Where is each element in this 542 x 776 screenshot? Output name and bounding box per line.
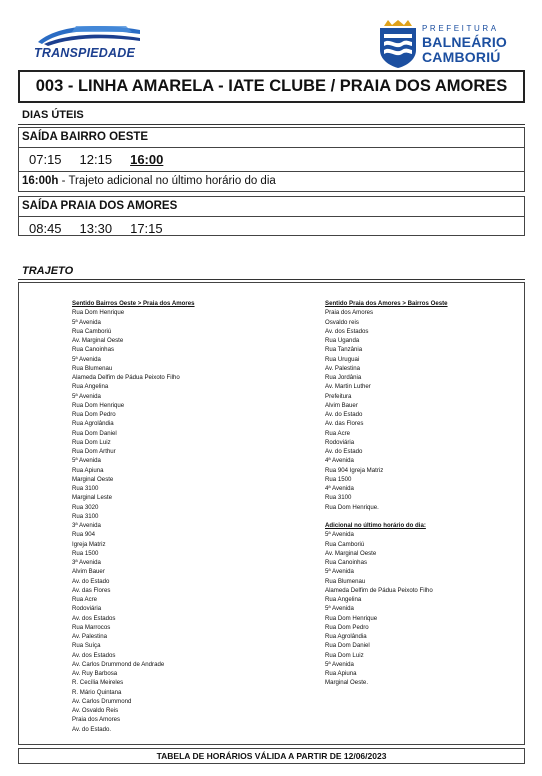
route-stop: 5ª Avenida — [72, 355, 101, 363]
route-stop: Marginal Leste — [72, 494, 112, 502]
days-label: DIAS ÚTEIS — [22, 109, 84, 121]
departure-praia-amores-label: SAÍDA PRAIA DOS AMORES — [19, 197, 524, 217]
route-stop: Praia dos Amores — [325, 309, 374, 317]
transpiedade-logo — [32, 22, 144, 62]
route-stop: Praia dos Amores — [72, 716, 121, 724]
validity-footer: TABELA DE HORÁRIOS VÁLIDA A PARTIR DE 12/06/2023 — [18, 748, 525, 764]
route-stop: Av. Martin Luther — [325, 383, 371, 391]
route-stop: Rua Marrocos — [72, 623, 111, 631]
route-stop: Rua 904 — [72, 531, 96, 539]
route-stop: Rua Dom Henrique. — [325, 503, 379, 511]
prefeitura-label: PREFEITURA — [422, 24, 499, 33]
departure-bairro-oeste-times — [19, 148, 524, 167]
route-stop: Rua Uganda — [325, 337, 360, 344]
route-stop: Av. Palestina — [325, 364, 361, 372]
prefeitura-logo — [376, 20, 526, 68]
city-name-line2: CAMBORIÚ — [422, 49, 501, 65]
route-stop: Alameda Delfim de Pádua Peixoto Filho — [325, 586, 433, 594]
route-stop: R. Mário Quintana — [72, 688, 122, 696]
route-stop: Rua Dom Henrique — [72, 309, 125, 317]
route-stop: Rua 1500 — [72, 549, 99, 557]
route-stop: Av. das Flores — [325, 420, 364, 428]
route-stop: 5ª Avenida — [325, 531, 354, 539]
route-stop: Rua Jordânia — [325, 374, 362, 381]
transpiedade-wordmark: TRANSPIEDADE — [34, 46, 136, 60]
route-stop: Av. Carlos Drummond de Andrade — [72, 660, 165, 668]
departure-praia-amores-times — [19, 217, 524, 236]
note-time: 16:00h — [22, 175, 59, 187]
route-stop: Av. Marginal Oeste — [72, 337, 124, 344]
note-text: - Trajeto adicional no último horário do dia — [58, 175, 276, 187]
route-stop: Av. das Flores — [72, 586, 111, 594]
route-stop: Rua Blumenau — [325, 577, 366, 585]
route-stop: Rua Angelina — [72, 383, 109, 391]
route-stop: Rua Dom Pedro — [325, 623, 369, 631]
route-stop: Av. Ruy Barbosa — [72, 670, 118, 677]
time-item: 07:15 — [29, 152, 62, 167]
time-item-highlight: 16:00 — [130, 152, 164, 167]
line-title: 003 - LINHA AMARELA - IATE CLUBE / PRAIA DOS AMORES — [35, 77, 508, 95]
route-stop: Rua Uruguai — [325, 355, 360, 363]
route-stop: Rua 3100 — [325, 494, 352, 502]
route-stop: Rua Canoinhas — [72, 346, 115, 354]
route-stop: 3ª Avenida — [72, 522, 101, 529]
route-stop: Rua Dom Pedro — [72, 411, 116, 418]
route-stop: Av. Palestina — [72, 633, 108, 640]
route-right-column — [325, 299, 448, 688]
route-stop: Marginal Oeste. — [325, 679, 369, 687]
route-stop: Av. dos Estados — [72, 614, 116, 622]
route-stop: Rua Agrolândia — [325, 633, 367, 640]
route-stop: Rua Camboriú — [72, 327, 112, 335]
route-stop: Av. do Estado — [72, 577, 110, 585]
route-stop: 5ª Avenida — [72, 392, 101, 400]
route-stop: Rodoviária — [72, 605, 102, 613]
route-stop: Av. do Estado — [325, 411, 363, 418]
route-stop: Rua Dom Luiz — [72, 438, 111, 446]
route-stop: R. Cecília Meireles — [72, 679, 124, 687]
route-stop: Rua Dom Luiz — [325, 651, 364, 659]
route-stop: Av. Marginal Oeste — [325, 549, 377, 557]
line-title-box — [18, 70, 525, 103]
route-stop: 4ª Avenida — [325, 457, 354, 465]
route-stop: Rua Apiuna — [325, 670, 357, 677]
route-stop: Rua Suíça — [72, 642, 101, 650]
route-stop: 5ª Avenida — [325, 605, 354, 613]
route-stop: Rua Camboriú — [325, 540, 365, 548]
route-stop: Rua Acre — [325, 429, 351, 437]
route-stop: Rua 3020 — [72, 503, 99, 511]
route-stop: Rodoviária — [325, 438, 355, 446]
route-stop: Prefeitura — [325, 392, 352, 400]
route-stop: Igreja Matriz — [72, 540, 106, 548]
route-stop: Alvim Bauer — [72, 568, 105, 576]
route-stop: Alvim Bauer — [325, 401, 358, 409]
route-stop: Rua 3100 — [72, 512, 99, 520]
route-stop: Rua Dom Daniel — [72, 429, 117, 437]
route-stop: Rua Dom Henrique — [72, 401, 125, 409]
additional-route-heading: Adicional no último horário do dia: — [325, 522, 426, 529]
route-stop: Av. dos Estados — [72, 651, 116, 659]
time-item: 12:15 — [79, 152, 113, 167]
route-stop: 5ª Avenida — [325, 660, 354, 668]
route-stop: Av. Carlos Drummond — [72, 697, 132, 705]
city-crest-icon — [376, 20, 420, 68]
divider — [18, 279, 525, 280]
departure-bairro-oeste-box — [18, 127, 525, 192]
route-stop: Alameda Delfim de Pádua Peixoto Filho — [72, 374, 180, 381]
route-stop: Rua Acre — [72, 596, 98, 603]
route-stop: 5ª Avenida — [72, 318, 101, 326]
city-name-line1: BALNEÁRIO — [422, 34, 508, 50]
departure-praia-amores-box — [18, 196, 525, 236]
route-stop: Av. do Estado — [325, 448, 363, 455]
route-stop: Rua Canoinhas — [325, 559, 368, 566]
route-stop: Marginal Oeste — [72, 475, 114, 483]
route-stop: Rua Dom Daniel — [325, 642, 370, 650]
route-stop: Rua 3100 — [72, 485, 99, 492]
departure-bairro-oeste-label: SAÍDA BAIRRO OESTE — [19, 128, 524, 148]
spacer — [325, 512, 448, 521]
route-stop: 5ª Avenida — [325, 568, 354, 576]
time-item: 13:30 — [79, 221, 113, 236]
bus-swoosh-icon — [36, 22, 142, 46]
route-stop: Rua Apiuna — [72, 466, 104, 474]
route-left-column — [72, 299, 195, 734]
route-right-heading: Sentido Praia dos Amores > Bairros Oeste — [325, 300, 448, 307]
route-stop: Rua Dom Henrique — [325, 614, 378, 622]
route-stop: Av. do Estado. — [72, 725, 112, 733]
route-box — [18, 282, 525, 745]
route-stop: Av. dos Estados — [325, 327, 369, 335]
route-stop: 4ª Avenida — [325, 485, 354, 492]
divider — [18, 124, 525, 125]
route-stop: Rua Agrolândia — [72, 420, 114, 428]
route-stop: Rua Tanzânia — [325, 346, 363, 354]
route-stop: Rua Blumenau — [72, 364, 113, 372]
route-stop: Rua 1500 — [325, 475, 352, 483]
time-item: 08:45 — [29, 221, 62, 236]
route-stop: 5ª Avenida — [72, 457, 101, 465]
route-stop: Rua Angelina — [325, 596, 362, 603]
route-left-heading: Sentido Bairros Oeste > Praia dos Amores — [72, 300, 195, 307]
additional-trip-note — [19, 171, 524, 192]
route-label: TRAJETO — [22, 265, 74, 277]
route-stop: Av. Osvaldo Reis — [72, 707, 119, 714]
route-stop: Rua Dom Arthur — [72, 448, 116, 455]
time-item: 17:15 — [130, 221, 163, 236]
route-stop: Rua 904 Igreja Matriz — [325, 466, 384, 474]
route-stop: 3ª Avenida — [72, 559, 101, 566]
route-stop: Osvaldo reis — [325, 318, 359, 326]
